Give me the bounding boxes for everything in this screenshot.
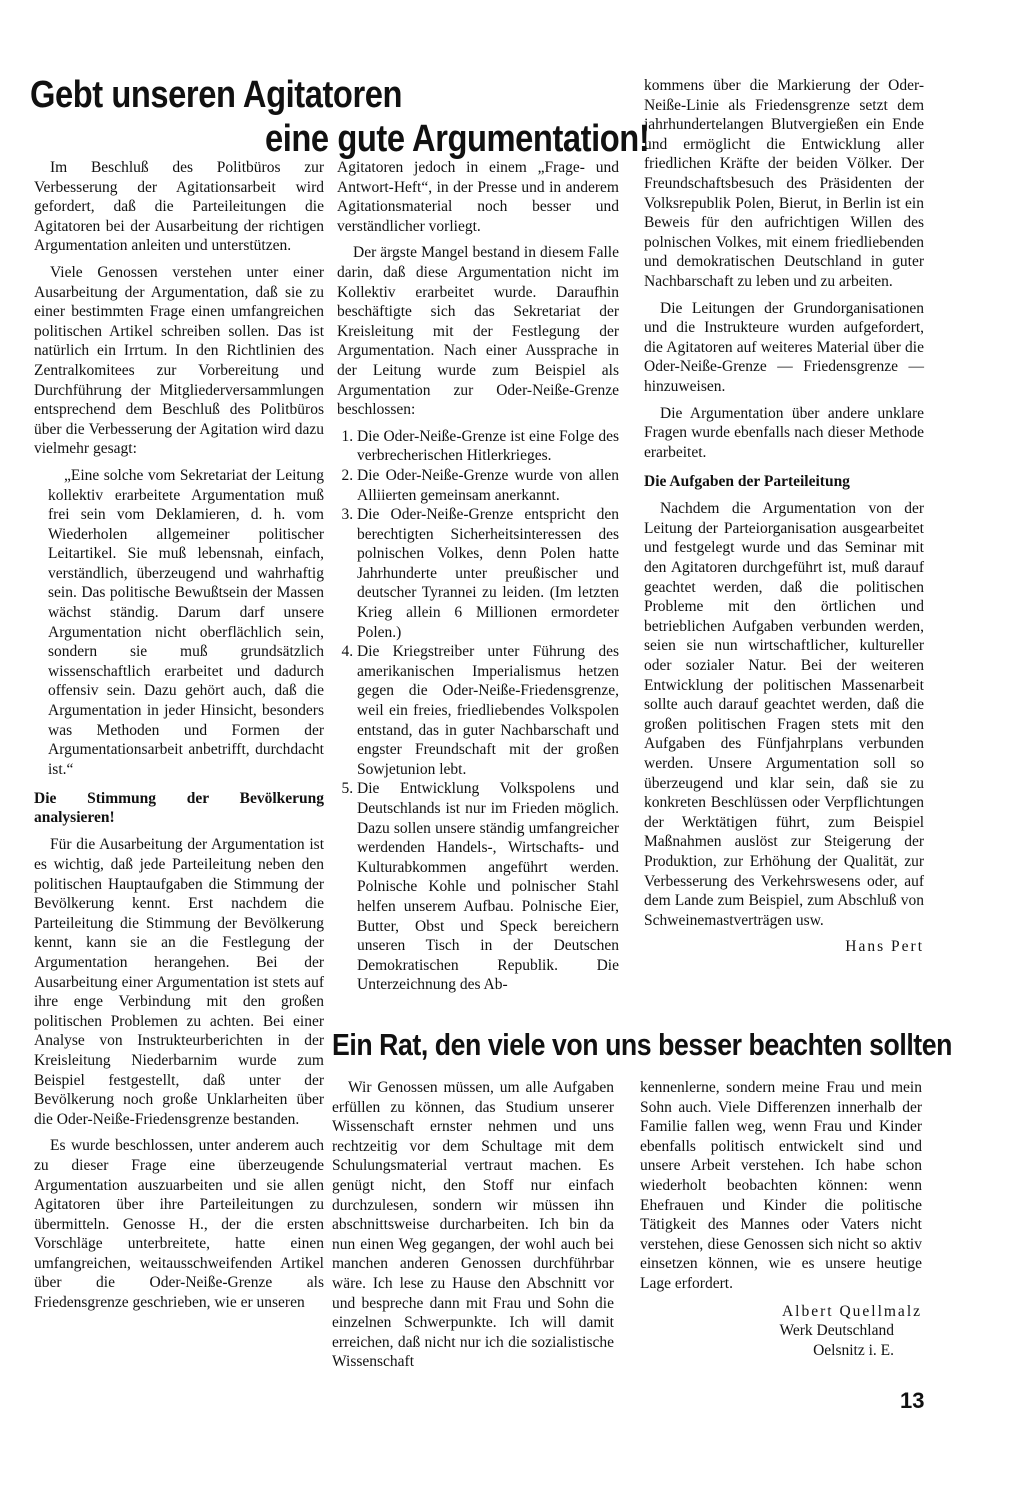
letter-signature-place bbox=[640, 1321, 922, 1360]
headline-line-1: Gebt unseren Agitatoren bbox=[30, 74, 403, 116]
paragraph: kommens über die Markierung der Oder-Neiße-Linie als Friedensgrenze setzt dem jahrhundertelangen Blutvergießen ein Ende und ermöglicht die Entwicklung aller friedlichen Kräfte der beiden Völker. Der Freundschaftsbesuch des Präsidenten der Volksrepublik Polen, Bierut, in Berlin ist ein Beweis für den aufrichtigen Willen des polnischen Volkes, mit einem friedliebenden und demokratischen Deutschland in guter Nachbarschaft zu leben und zu arbeiten. bbox=[644, 77, 924, 290]
signature-place-line-2: Oelsnitz i. E. bbox=[813, 1341, 894, 1359]
letter-signature-name: Albert Quellmalz bbox=[781, 1302, 922, 1320]
headline-line-2: eine gute Argumentation! bbox=[265, 118, 650, 160]
article1-column-1 bbox=[34, 158, 324, 1320]
headline-article-2: Ein Rat, den viele von uns besser beachten sollten bbox=[332, 1027, 953, 1062]
argument-list bbox=[337, 427, 619, 995]
paragraph: Der ärgste Mangel bestand in diesem Falle darin, daß diese Argumentation nicht im Kollektiv erarbeitet wurde. Daraufhin beschäftigte sich das Sekretariat der Kreisleitung mit der Festlegung der Argumentation. Nach einer Aussprache in der Leitung wurde zum Beispiel als Argumentation zur Oder-Neiße-Grenze beschlossen: bbox=[337, 244, 619, 419]
quote-paragraph: „Eine solche vom Sekretariat der Leitung kollektiv erarbeitete Argumentation muß frei sein vom Deklamieren, d. h. vom Wiederholen allgemeiner politischer Leitartikel. Sie muß lebensnah, einfach, verständlich, überzeugend und wahrhaftig sein. Das politische Bewußtsein der Massen wächst ständig. Darum darf unsere Argumentation nicht oberflächlich sein, sondern sie muß grundsätzlich wissenschaftlich erarbeitet und dadurch offensiv sein. Dazu gehört auch, daß die Argumentation in jeder Hinsicht, besonders was Methoden und Formen der Argumentationsarbeit anbetrifft, durchdacht ist.“ bbox=[48, 466, 324, 778]
signature-place-line-1: Werk Deutschland bbox=[779, 1322, 894, 1340]
author-signature: Hans Pert bbox=[845, 938, 924, 956]
article2-column-1 bbox=[332, 1078, 614, 1379]
paragraph: Viele Genossen verstehen unter einer Ausarbeitung der Argumentation, daß sie zu einer bestimmten Frage einen umfangreichen politischen Artikel schreiben sollen. Das ist natürlich ein Irrtum. In den Richtlinien des Zentralkomitees zur Vorbereitung und Durchführung der Mitgliederversammlungen entsprechend dem Beschluß des Politbüros über die Verbesserung der Agitation wird dazu vielmehr gesagt: bbox=[34, 263, 324, 458]
article2-column-2 bbox=[640, 1078, 922, 1360]
article1-column-2 bbox=[337, 158, 619, 1003]
list-item: 4. Die Kriegstreiber unter Führung des amerikanischen Imperialismus hetzen gegen die Oder-Neiße-Friedensgrenze, weil ein freies, friedliebendes Volkspolen entstand, das in guter Nachbarschaft und engster Freundschaft mit der großen Sowjetunion lebt. bbox=[357, 642, 619, 779]
section-heading: Die Stimmung der Bevölkerung analysieren! bbox=[34, 790, 324, 827]
article1-column-3 bbox=[644, 76, 924, 957]
list-item: 5. Die Entwicklung Volkspolens und Deutschlands ist nur im Frieden möglich. Dazu sollen unsere ständig umfangreicher werdenden Handels-, Wirtschafts- und Kulturabkommen angeführt werden. Polnische Kohle und polnischer Stahl helfen unserem Aufbau. Polnische Eier, Butter, Obst und Speck bereichern unseren Tisch in der Deutschen Demokratischen Republik. Die Unterzeichnung des Ab- bbox=[357, 779, 619, 995]
paragraph: kennenlerne, sondern meine Frau und mein Sohn auch. Viele Differenzen innerhalb der Familie fallen weg, wenn Frau und Kinder ebenfalls politisch entwickelt sind und unsere Arbeit verstehen. Ich habe schon wiederholt beobachten können: wenn Ehefrauen und Kinder die politische Tätigkeit des Mannes oder Vaters nicht verstehen, diese Genossen sich nicht so aktiv einsetzen können, wie es unsere heutige Lage erfordert. bbox=[640, 1079, 922, 1292]
paragraph: Wir Genossen müssen, um alle Aufgaben erfüllen zu können, das Studium unserer Wissenschaft ernster nehmen und uns rechtzeitig vor dem Schultage mit dem Schulungsmaterial vertraut machen. Es genügt nicht, den Stoff nur einfach durchzulesen, sondern wir müssen ihn abschnittsweise durcharbeiten. Ich bin da nun einen Weg gegangen, der wohl auch bei manchen anderen Genossen durchführbar wäre. Ich lese zu Hause den Abschnitt vor und bespreche dann mit Frau und Sohn die einzelnen Schwerpunkte. Ich will damit erreichen, daß nicht nur ich die sozialistische Wissenschaft bbox=[332, 1079, 614, 1371]
paragraph: Für die Ausarbeitung der Argumentation ist es wichtig, daß jede Parteileitung neben den politischen Hauptaufgaben die Stimmung der Bevölkerung kennt. Erst nachdem die Parteileitung die Stimmung der Bevölkerung kennt, kann sie an die Festlegung der Argumentation herangehen. Bei der Ausarbeitung einer Argumentation ist stets auf ihre enge Verbindung mit den großen politischen Problemen zu achten. Bei einer Analyse von Instrukteurberichten in der Kreisleitung Niederbarnim wurde zum Beispiel festgestellt, daß unter der Bevölkerung noch große Unklarheiten über die Oder-Neiße-Friedensgrenze bestanden. bbox=[34, 836, 324, 1128]
paragraph: Die Argumentation über andere unklare Fragen wurde ebenfalls nach dieser Methode erarbeitet. bbox=[644, 404, 924, 461]
paragraph: Es wurde beschlossen, unter anderem auch zu dieser Frage eine überzeugende Argumentation auszuarbeiten und sie allen Agitatoren über ihre Parteileitungen zu übermitteln. Genosse H., der die ersten Vorschläge unterbreitete, hatte einen umfangreichen, weitausschweifenden Artikel über die Oder-Neiße-Grenze als Friedensgrenze geschrieben, wie er unseren bbox=[34, 1137, 324, 1312]
paragraph: Nachdem die Argumentation von der Leitung der Parteiorganisation ausgearbeitet und festgelegt wurde und das Seminar mit den Agitatoren durchgeführt ist, muß darauf geachtet werden, daß die politischen Probleme mit den örtlichen und betrieblichen Aufgaben verbunden werden, seien sie nun wirtschaftlicher, kultureller oder sozialer Natur. Bei der weiteren Entwicklung der politischen Massenarbeit sollte auch darauf geachtet werden, daß die großen politischen Fragen stets mit den Aufgaben des Fünfjahrplans verbunden werden. Unsere Argumentation soll so überzeugend und klar sein, daß sie zu konkreten Beschlüssen oder Verpflichtungen der Werktätigen führt, zum Beispiel Maßnahmen auslöst zur Steigerung der Produktion, zur Erhöhung der Qualität, zur Verbesserung des Verkehrswesens oder, auf dem Lande zum Beispiel, zum Abschluß von Schweinemastverträgen usw. bbox=[644, 500, 924, 929]
list-item: 1. Die Oder-Neiße-Grenze ist eine Folge des verbrecherischen Hitlerkrieges. bbox=[357, 427, 619, 466]
page-number: 13 bbox=[900, 1388, 925, 1413]
paragraph: Die Leitungen der Grundorganisationen und die Instrukteure wurden aufgefordert, die Agitatoren auf weiteres Material über die Oder-Neiße-Grenze — Friedensgrenze — hinzuweisen. bbox=[644, 299, 924, 395]
list-item: 2. Die Oder-Neiße-Grenze wurde von allen Alliierten gemeinsam anerkannt. bbox=[357, 466, 619, 505]
paragraph: Im Beschluß des Politbüros zur Verbesserung der Agitationsarbeit wird gefordert, daß die Parteileitungen die Agitatoren bei der Ausarbeitung der richtigen Argumentation anleiten und unterstützen. bbox=[34, 159, 324, 255]
list-item: 3. Die Oder-Neiße-Grenze entspricht den berechtigten Sicherheitsinteressen des polnischen Volkes, denn Polen hatte Jahrhunderte unter preußischer und deutscher Tyrannei zu leiden. (Im letzten Krieg allein 6 Millionen ermordeter Polen.) bbox=[357, 505, 619, 642]
section-heading: Die Aufgaben der Parteileitung bbox=[644, 473, 850, 491]
paragraph: Agitatoren jedoch in einem „Frage- und Antwort-Heft“, in der Presse und in anderem Agitationsmaterial noch besser und verständlicher vorliegt. bbox=[337, 159, 619, 235]
